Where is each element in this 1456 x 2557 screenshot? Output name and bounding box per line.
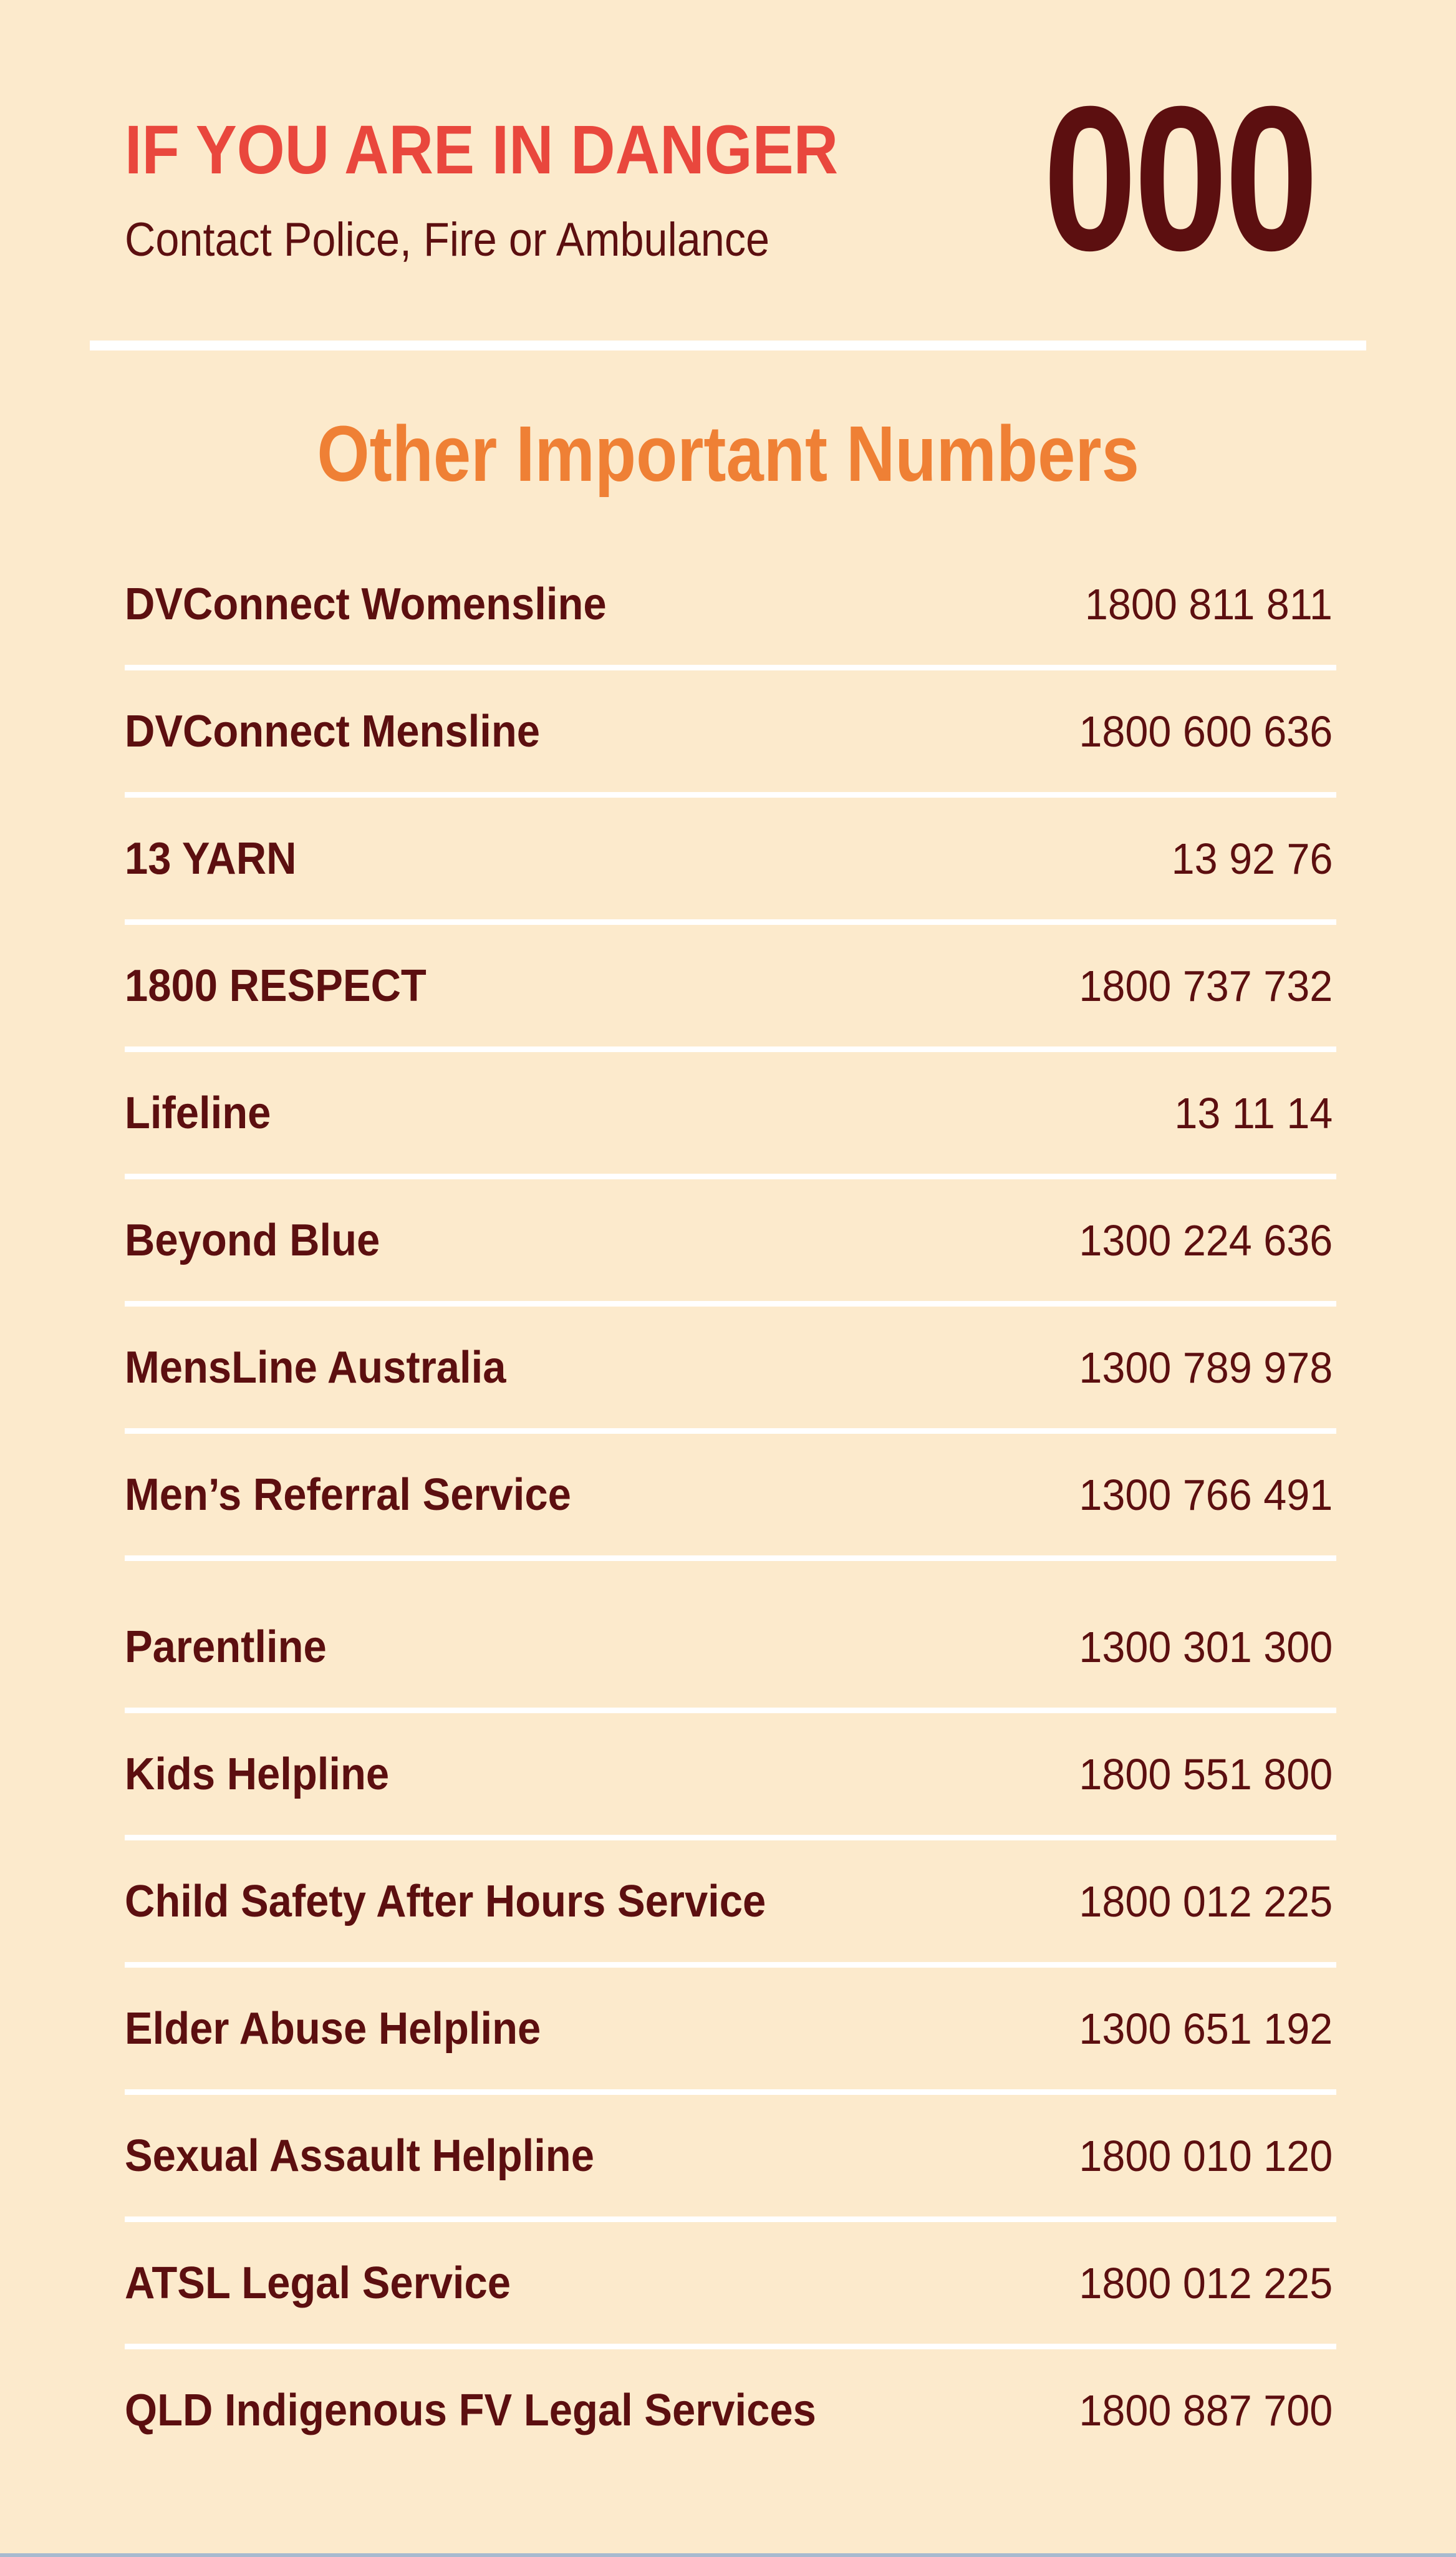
contact-number: 1800 551 800: [1079, 1750, 1333, 1799]
contact-label: Elder Abuse Helpline: [125, 2004, 541, 2054]
contact-row: [125, 1583, 1333, 1711]
emergency-header: [0, 0, 1456, 293]
danger-subtitle: Contact Police, Fire or Ambulance: [125, 213, 770, 266]
emergency-header-text: [125, 111, 917, 267]
contact-row: [125, 1431, 1333, 1559]
contact-number: 1800 600 636: [1079, 707, 1333, 756]
contact-row: [125, 1050, 1333, 1177]
emergency-number: 000: [1043, 63, 1316, 293]
bottom-strip: [0, 2553, 1456, 2557]
contact-row: [125, 1838, 1333, 1965]
contact-label: 1800 RESPECT: [125, 961, 427, 1012]
contact-label: ATSL Legal Service: [125, 2258, 511, 2309]
contact-row: [125, 668, 1333, 795]
contact-number: 13 11 14: [1174, 1089, 1333, 1138]
contact-label: Kids Helpline: [125, 1749, 390, 1800]
contact-number: 1300 301 300: [1079, 1623, 1333, 1672]
contact-number: 13 92 76: [1171, 834, 1333, 884]
contact-label: Child Safety After Hours Service: [125, 1877, 766, 1927]
contact-label: 13 YARN: [125, 834, 297, 884]
contact-number: 1800 887 700: [1079, 2386, 1333, 2435]
contact-label: Beyond Blue: [125, 1216, 380, 1266]
header-divider: [90, 341, 1366, 350]
contact-row: [125, 2347, 1333, 2474]
contact-row: [125, 541, 1333, 668]
contact-number: 1300 789 978: [1079, 1343, 1333, 1393]
contact-number: 1800 012 225: [1079, 1877, 1333, 1926]
contact-label: QLD Indigenous FV Legal Services: [125, 2385, 816, 2436]
contact-number: 1300 651 192: [1079, 2004, 1333, 2054]
contact-row: [125, 1965, 1333, 2092]
contact-number: 1300 224 636: [1079, 1216, 1333, 1265]
contact-number: 1800 010 120: [1079, 2132, 1333, 2181]
contact-row: [125, 2220, 1333, 2347]
contact-number: 1800 737 732: [1079, 962, 1333, 1011]
contact-list: [0, 541, 1456, 2474]
contact-label: DVConnect Womensline: [125, 579, 607, 630]
contact-label: Sexual Assault Helpline: [125, 2131, 594, 2182]
contact-label: Men’s Referral Service: [125, 1470, 571, 1520]
contact-number: 1300 766 491: [1079, 1471, 1333, 1520]
contact-row: [125, 1304, 1333, 1431]
contact-label: Lifeline: [125, 1088, 271, 1139]
contact-label: MensLine Australia: [125, 1343, 506, 1393]
contact-row: [125, 795, 1333, 922]
contact-number: 1800 012 225: [1079, 2259, 1333, 2308]
contact-label: DVConnect Mensline: [125, 707, 540, 757]
section-title-wrap: [0, 407, 1456, 501]
contact-row: [125, 922, 1333, 1050]
contact-row: [125, 1177, 1333, 1304]
contact-number: 1800 811 811: [1085, 580, 1333, 629]
danger-title: IF YOU ARE IN DANGER: [125, 112, 839, 188]
contact-row: [125, 2092, 1333, 2220]
contact-label: Parentline: [125, 1622, 327, 1673]
contact-row: [125, 1711, 1333, 1838]
section-title: Other Important Numbers: [317, 409, 1139, 498]
